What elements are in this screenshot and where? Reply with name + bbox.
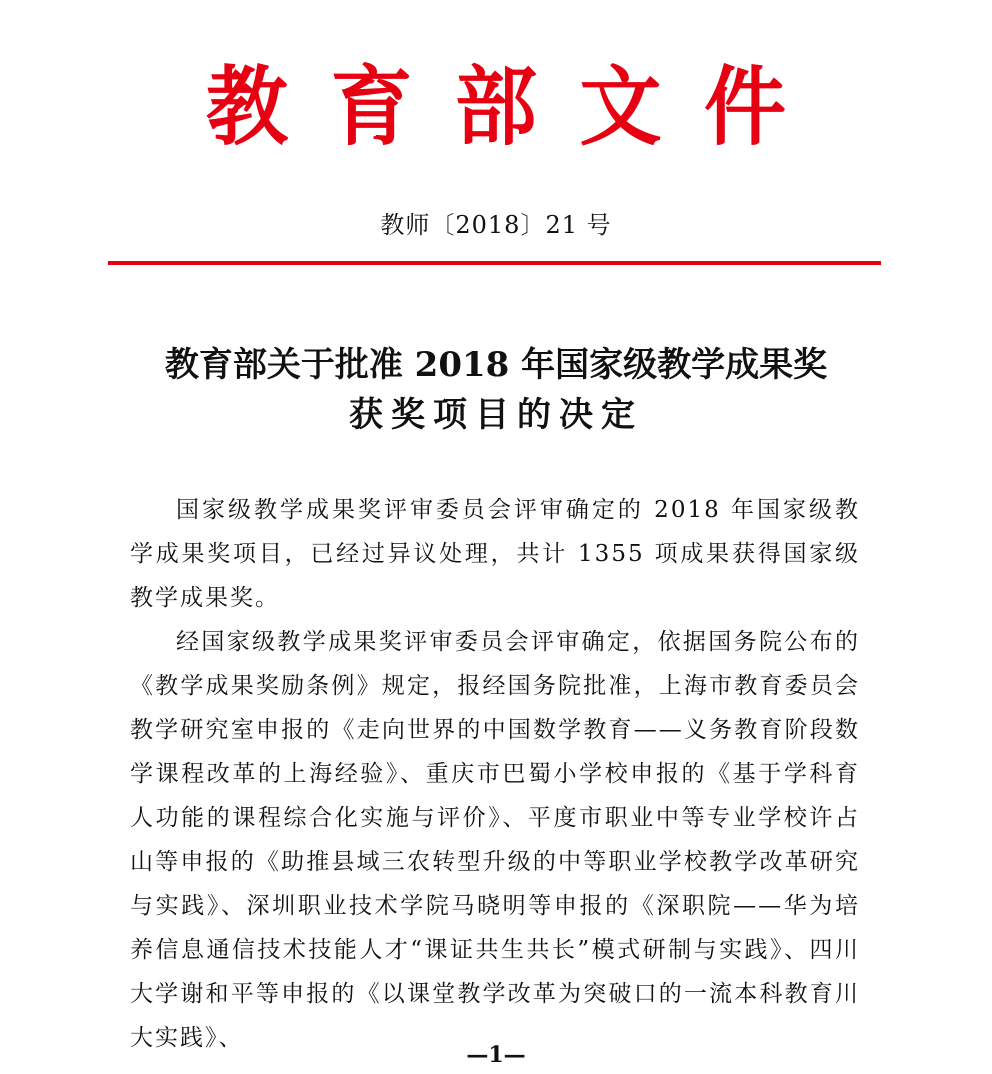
- masthead: [0, 58, 992, 158]
- document-number: 教师〔2018〕21 号: [380, 211, 612, 239]
- red-divider-line: [108, 261, 881, 265]
- masthead-char: 教: [206, 57, 289, 158]
- document-body: [130, 488, 860, 1060]
- document-title: [0, 340, 992, 440]
- masthead-char: 文: [579, 57, 662, 158]
- page-number: —1—: [466, 1042, 526, 1068]
- document-title-line-1: 教育部关于批准 2018 年国家级教学成果奖: [164, 345, 828, 385]
- body-paragraph: 国家级教学成果奖评审委员会评审确定的 2018 年国家级教学成果奖项目，已经过异议处理，共计 1355 项成果获得国家级教学成果奖。: [130, 497, 860, 611]
- document-title-line-2: 获奖项目的决定: [349, 395, 643, 435]
- masthead-title: [206, 58, 786, 158]
- masthead-char: 育: [330, 57, 413, 158]
- masthead-char: 部: [454, 57, 537, 158]
- body-paragraph: 经国家级教学成果奖评审委员会评审确定，依据国务院公布的《教学成果奖励条例》规定，报经国务院批准，上海市教育委员会教学研究室申报的《走向世界的中国数学教育——义务教育阶段数学课程改革的上海经验》、重庆市巴蜀小学校申报的《基于学科育人功能的课程综合化实施与评价》、平度市职业中等专业学校许占山等申报的《助推县域三农转型升级的中等职业学校教学改革研究与实践》、深圳职业技术学院马晓明等申报的《深职院——华为培养信息通信技术技能人才“课证共生共长”模式研制与实践》、四川大学谢和平等申报的《以课堂教学改革为突破口的一流本科教育川大实践》、: [130, 629, 860, 1051]
- masthead-char: 件: [703, 57, 786, 158]
